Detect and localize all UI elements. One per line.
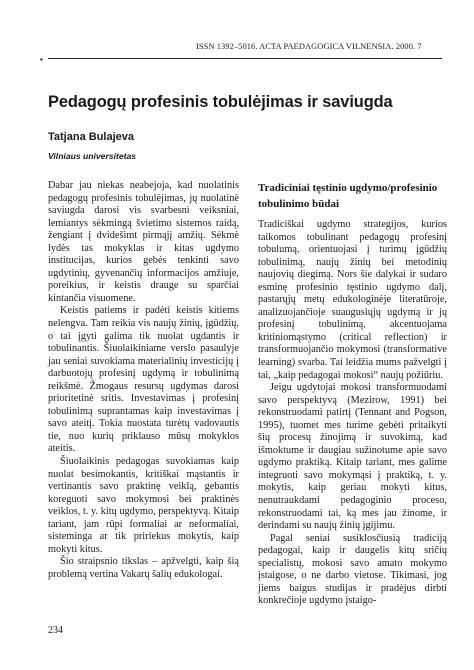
left-paragraph-2: Keistis patiems ir padėti keistis kitiems nelengva. Tam reikia vis naujų žinių, įgūdžių, o tai įgyti galima tik nuolat ugdantis ir tobulinantis. Šiuolaikiniame verslo pasaulyje jau seniai suvokiama materialinių investicijų į darbuotojų profesinį ugdymą ir tobulinimą reikšmė. Žmogaus resursų ugdymas darosi prioritetinė sritis. Investavimas į profesinį tobulinimą suprantamas kaip investavimas į savo ateitį. Tokia nuostata turėtų vadovautis tie, nuo kurių priklauso mūsų mokyklos ateitis. [48, 305, 239, 455]
page-number: 234 [48, 625, 63, 636]
right-paragraph-2: Jeigu ugdytojai mokosi transformuodami savo perspektyvą (Mezirow, 1991) bei rekonstruodami patirtį (Tennant and Pogson, 1995), tuomet mes turime gebėti pritaikyti šių procesų žinojimą ir suvokimą, kad išmoktume ir daugiau sužinotume apie savo ugdymo praktiką. Kitaip tariant, mes galime integruoti savo mokymąsi į praktiką, t. y. mokytis, kaip geriau mokyti kitus, nenutraukdami pedagoginio proceso, rekonstruodami tai, ką mes jau žinome, ir derindami su naujų žinių įgijimu. [258, 382, 447, 532]
right-paragraph-3: Pagal seniai susiklosčiusią tradiciją pedagogai, kaip ir daugelis kitų sričių specialistų, mokosi savo amato mokymo įstaigose, o ne darbo vietose. Tikimasi, jog jiems baigus studijas ir pradėjus dirbti konkrečioje ugdymo įstaigo- [258, 532, 447, 607]
journal-header: ISSN 1392–5016. ACTA PAEDAGOGICA VILNENSIA. 2000. 7 [196, 42, 422, 51]
author-name: Tatjana Bulajeva [48, 131, 134, 143]
article-title: Pedagogų profesinis tobulėjimas ir saviugda [48, 93, 393, 111]
author-affiliation: Vilniaus universitetas [48, 151, 137, 161]
section-heading: Tradiciniai tęstinio ugdymo/profesinio tobulinimo būdai [258, 182, 438, 210]
left-paragraph-3: Šiuolaikinis pedagogas suvokiamas kaip nuolat besimokantis, kritiškai mąstantis ir vertinantis savo praktinę veiklą, gebantis koreguoti savo mokymosi bei praktinės veiklos, t. y. kitų ugdymo, perspektyvą. Kitaip tariant, jam rūpi formaliai ar neformaliai, sisteminga ar tik pririekus mokytis, kaip mokyti kitus. [48, 456, 239, 555]
left-column [48, 180, 239, 582]
header-rule-mark: ▪ [40, 55, 43, 64]
left-paragraph-4: Šio straipsnio tikslas – apžvelgti, kaip šią problemą vertina Vakarų šalių edukologai. [48, 556, 239, 580]
right-column [258, 180, 447, 608]
header-rule [48, 58, 442, 59]
left-paragraph-1: Dabar jau niekas neabejoja, kad nuolatinis pedagogų profesinis tobulėjimas, jų nuolatinė saviugda darosi vis svarbesni veiksniai, lemiantys sėkmingą švietimo sistemos raidą, žengiant į dvidešimt pirmąjį amžių. Sėkmė lydės tas mokyklas ir kitas ugdymo institucijas, kurios gebės tenkinti savo ugdytinių, gyvenančių informacijos amžiuje, poreikius, ir keistis drauge su sparčiai kintančia visuomene. [48, 180, 239, 304]
right-paragraph-1: Tradiciškai ugdymo strategijos, kurios taikomos tobulinant pedagogų profesinį tobulumą, orientuojasi į turimų įgūdžių tobulinimą, naujų žinių bei metodinių naujovių diegimą. Nors šie dalykai ir sudaro esminę profesinio tęstinio ugdymo dalį, pastarųjų metų edukologinėje literatūroje, analizuojančioje suaugusiųjų ugdymą ir jų profesinį tobulinimą, akcentuojama kritiniomąstymo (critical reflection) ir transformuojančio mokymosi (transformative learning) svarba. Tai leidžia mums pažvelgti į tai, „kaip pedagogai mokosi“ naujų požiūriu. [258, 219, 447, 381]
